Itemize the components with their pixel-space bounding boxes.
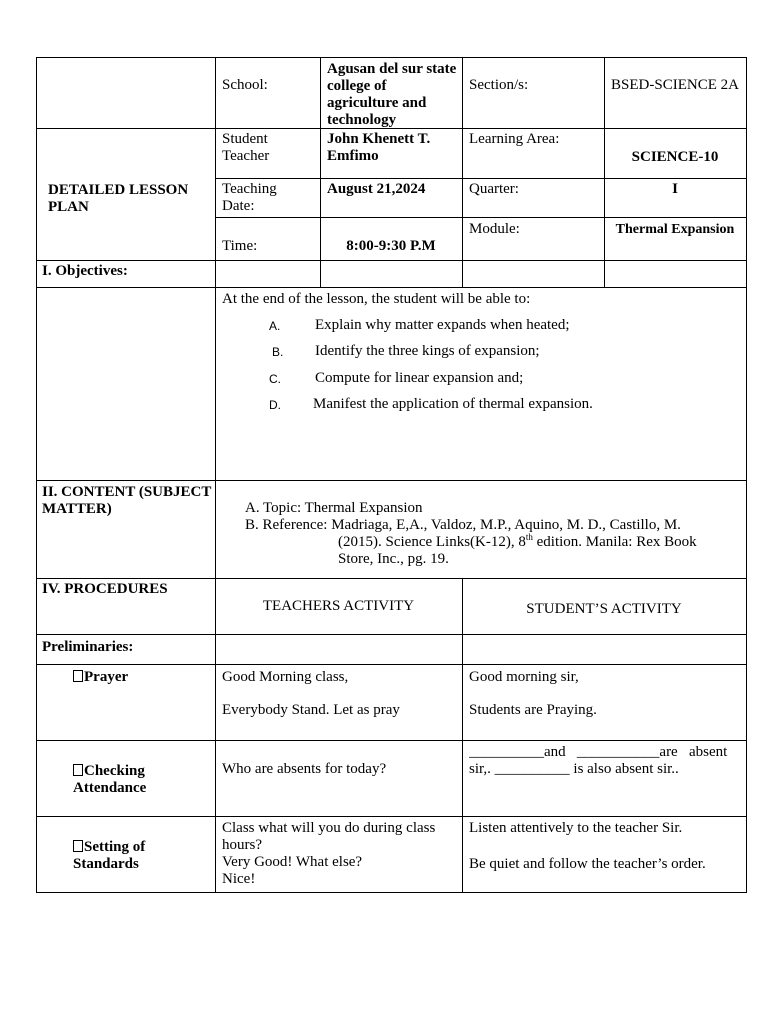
standards-label: Setting of Standards bbox=[73, 839, 146, 872]
content-reference-line3: Store, Inc., pg. 19. bbox=[338, 551, 449, 567]
content-reference: B. Reference: Madriaga, E,A., Valdoz, M.P., Aquino, M. D., Castillo, M. bbox=[245, 517, 681, 533]
attendance-teacher-line: Who are absents for today? bbox=[222, 761, 387, 777]
standards-teacher-line: Class what will you do during class hours? bbox=[222, 820, 436, 853]
teaching-date-label: Teaching Date: bbox=[222, 181, 277, 214]
objective-marker: D. bbox=[269, 398, 281, 412]
student-teacher-label: Student Teacher bbox=[222, 131, 270, 164]
checkbox-icon bbox=[73, 670, 83, 682]
student-teacher-value: John Khenett T. Emfimo bbox=[327, 131, 431, 164]
standards-teacher-line: Very Good! What else? bbox=[222, 854, 363, 870]
objective-marker: B. bbox=[272, 345, 284, 359]
objective-marker: C. bbox=[269, 372, 281, 386]
content-reference-line2: (2015). Science Links(K-12), 8th edition. Manila: Rex Book bbox=[338, 532, 697, 550]
objective-item: Compute for linear expansion and; bbox=[315, 370, 524, 386]
prayer-student-line: Students are Praying. bbox=[469, 702, 597, 718]
prayer-teacher-line: Everybody Stand. Let as pray bbox=[222, 702, 400, 718]
prayer-student-line: Good morning sir, bbox=[469, 669, 579, 685]
module-value: Thermal Expansion bbox=[615, 222, 735, 237]
objectives-heading: I. Objectives: bbox=[42, 263, 128, 279]
preliminaries-label: Preliminaries: bbox=[42, 639, 134, 655]
procedures-heading: IV. PROCEDURES bbox=[42, 581, 168, 597]
attendance-student-line: __________and ___________are absent bbox=[469, 744, 728, 760]
school-label: School: bbox=[222, 77, 268, 93]
checkbox-icon bbox=[73, 764, 83, 776]
objective-item: Manifest the application of thermal expansion. bbox=[313, 396, 593, 412]
objective-item: Explain why matter expands when heated; bbox=[315, 317, 570, 333]
standards-student-line: Listen attentively to the teacher Sir. bbox=[469, 820, 683, 836]
quarter-value: I bbox=[672, 181, 678, 197]
learning-area-label: Learning Area: bbox=[469, 131, 560, 147]
teaching-date-value: August 21,2024 bbox=[327, 181, 426, 197]
standards-teacher-line: Nice! bbox=[222, 871, 256, 887]
attendance-student-line: sir,. __________ is also absent sir.. bbox=[469, 761, 679, 777]
standards-student-line: Be quiet and follow the teacher’s order. bbox=[469, 856, 706, 872]
objective-item: Identify the three kings of expansion; bbox=[315, 343, 540, 359]
school-value: Agusan del sur state college of agriculture and technology bbox=[327, 61, 457, 128]
learning-area-value: SCIENCE-10 bbox=[631, 149, 719, 165]
quarter-label: Quarter: bbox=[469, 181, 519, 197]
content-heading: II. CONTENT (SUBJECT MATTER) bbox=[42, 484, 212, 517]
attendance-label: Checking Attendance bbox=[73, 763, 147, 796]
teacher-activity-header: TEACHERS ACTIVITY bbox=[262, 598, 415, 614]
objectives-intro: At the end of the lesson, the student will be able to: bbox=[222, 291, 531, 307]
objective-marker: A. bbox=[269, 319, 281, 333]
prayer-label: Prayer bbox=[73, 669, 128, 686]
checkbox-icon bbox=[73, 840, 83, 852]
module-label: Module: bbox=[469, 221, 520, 237]
time-value: 8:00-9:30 P.M bbox=[346, 238, 436, 254]
plan-title: DETAILED LESSON PLAN bbox=[48, 182, 189, 215]
prayer-teacher-line: Good Morning class, bbox=[222, 669, 349, 685]
content-topic: A. Topic: Thermal Expansion bbox=[245, 500, 423, 516]
section-value: BSED-SCIENCE 2A bbox=[611, 77, 739, 93]
time-label: Time: bbox=[222, 238, 258, 254]
student-activity-header: STUDENT’S ACTIVITY bbox=[526, 601, 682, 617]
section-label: Section/s: bbox=[469, 77, 529, 93]
